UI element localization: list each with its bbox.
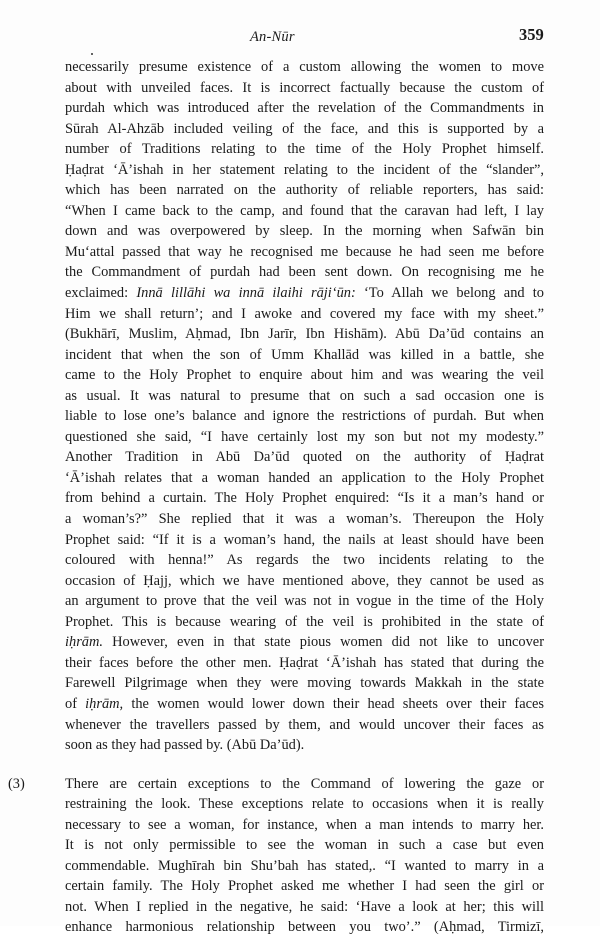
text-line: not. When I replied in the negative, he said: ‘Have a look at her; this will (65, 898, 544, 915)
running-head (0, 25, 600, 49)
text-line: from behind a curtain. The Holy Prophet enquired: “Is it a man’s hand or (65, 490, 544, 507)
arabic-term: iḥrām. (65, 634, 103, 651)
text-line: commendable. Mughīrah bin Shu’bah has stated,. “I wanted to marry in a (65, 857, 544, 874)
text-line: down and was overpowered by sleep. In the morning when Safwān bin (65, 223, 544, 240)
text-line: (Bukhārī, Muslim, Aḥmad, Ibn Jarīr, Ibn Hishām). Abū Da’ūd contains an (65, 326, 544, 343)
text-line: came to the Holy Prophet to enquire about him and was wearing the veil (65, 367, 544, 384)
text-line: It is not only permissible to see the woman in such a case but even (65, 837, 544, 854)
body-text (8, 57, 544, 938)
text-line: an argument to prove that the veil was not in vogue in the time of the Holy (65, 593, 544, 610)
text-line: ‘Ā’ishah relates that a woman handed an application to the Holy Prophet (65, 469, 544, 486)
page-number: 359 (519, 25, 544, 44)
text-line: There are certain exceptions to the Command of lowering the gaze or (65, 775, 544, 792)
text-line: restraining the look. These exceptions relate to occasions when it is really (65, 796, 544, 813)
text-line: which has been narrated on the authority of reliable reporters, has said: (65, 182, 544, 199)
text-line: incident that when the son of Umm Khallād was killed in a battle, she (65, 346, 544, 363)
paragraph-3 (8, 774, 544, 938)
text-fragment: the women would lower down their head sheets over their faces (123, 695, 544, 712)
text-line: liable to lose one’s balance and ignore the restrictions of purdah. But when (65, 408, 544, 425)
text-fragment: ‘To Allah we belong and to (355, 285, 544, 302)
text-line: Prophet said: “If it is a woman’s hand, the nails at least should have been (65, 531, 544, 548)
text-line: about with unveiled faces. It is incorrect factually because the custom of (65, 79, 544, 96)
text-line: enhance harmonious relationship between you two’.” (Aḥmad, Tirmizī, (65, 919, 544, 936)
arabic-transliteration: Innā lillāhi wa innā ilaihi rāji‘ūn: (136, 285, 356, 302)
paragraph-number: (3) (8, 775, 25, 792)
text-line: number of Traditions relating to the time of the Holy Prophet himself. (65, 141, 544, 158)
text-line: certain family. The Holy Prophet asked me whether I had seen the girl or (65, 878, 544, 895)
text-line: “When I came back to the camp, and found that the caravan had left, I lay (65, 202, 544, 219)
paragraph-continued (65, 57, 544, 756)
text-fragment: However, even in that state pious women did not like to uncover (102, 634, 544, 651)
paragraph-gap (65, 756, 544, 774)
text-line-with-italic (65, 283, 544, 304)
scan-speck (91, 53, 93, 55)
text-line-with-italic (65, 632, 544, 653)
text-line: Him we shall return’; and I awoke and covered my face with my sheet.” (65, 305, 544, 322)
text-line: as usual. It was natural to presume that on such a sad occasion one is (65, 387, 544, 404)
text-line: their faces before the other men. Ḥaḍrat ‘Ā’ishah has stated that during the (65, 654, 544, 671)
text-fragment: exclaimed: (65, 285, 137, 302)
text-line: whenever the travellers passed by them, and would uncover their faces as (65, 716, 544, 733)
text-line: soon as they had passed by. (Abū Da’ūd). (65, 737, 305, 754)
text-line: the Commandment of purdah had been sent down. On recognising me he (65, 264, 544, 281)
text-line: necessarily presume existence of a custom allowing the women to move (65, 59, 544, 75)
running-title: An-Nūr (250, 29, 295, 45)
text-line: Mu‘attal passed that way he recognised me because he had seen me before (65, 243, 544, 260)
text-line: occasion of Ḥajj, which we have mentioned above, they cannot be used as (65, 572, 544, 589)
text-line: Farewell Pilgrimage when they were moving towards Makkah in the state (65, 675, 544, 692)
text-line: coloured with henna!” As regards the two incidents relating to the (65, 552, 544, 569)
text-line: Ḥaḍrat ‘Ā’ishah in her statement relating to the incident of the “slander”, (65, 161, 544, 178)
text-fragment: of (65, 695, 86, 712)
text-line: a woman’s?” She replied that it was a woman’s. Thereupon the Holy (65, 511, 544, 528)
text-line: Sūrah Al-Ahzāb included veiling of the face, and this is supported by a (65, 120, 544, 137)
text-line: questioned she said, “I have certainly lost my son but not my modesty.” (65, 428, 544, 445)
arabic-term: iḥrām, (85, 695, 124, 712)
text-line: purdah which was introduced after the revelation of the Commandments in (65, 100, 544, 117)
text-line: Prophet. This is because wearing of the veil is prohibited in the state of (65, 613, 544, 630)
text-line: Another Tradition in Abū Da’ūd quoted on the authority of Ḥaḍrat (65, 449, 544, 466)
text-line: necessary to see a woman, for instance, when a man intends to marry her. (65, 816, 544, 833)
text-line-with-italic (65, 694, 544, 715)
